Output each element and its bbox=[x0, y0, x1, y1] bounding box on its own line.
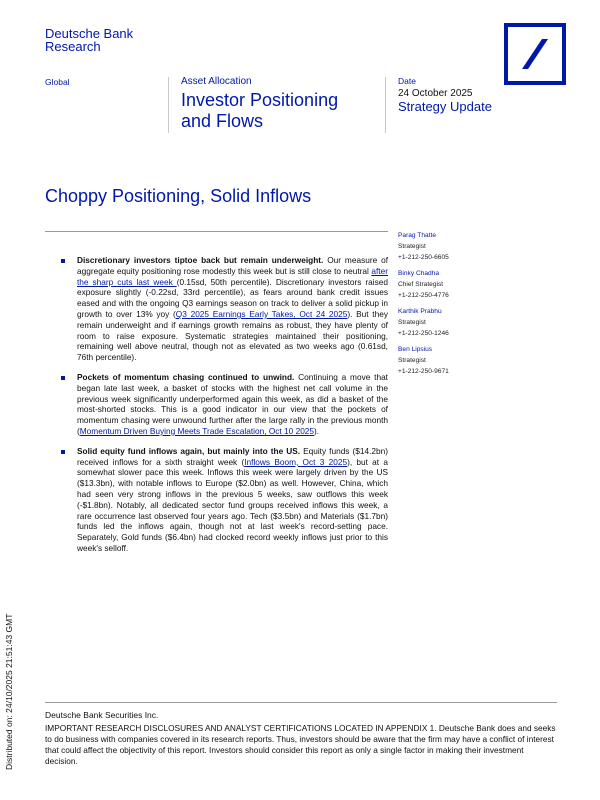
headline: Choppy Positioning, Solid Inflows bbox=[45, 186, 312, 206]
footer-entity: Deutsche Bank Securities Inc. bbox=[45, 710, 159, 720]
report-body bbox=[60, 255, 388, 563]
analyst-title: Strategist bbox=[398, 319, 426, 326]
bullet-icon bbox=[61, 450, 65, 454]
brand-name bbox=[45, 27, 133, 53]
report-link[interactable]: Momentum Driven Buying Meets Trade Escalation, Oct 10 2025 bbox=[79, 425, 315, 436]
paragraph-text: ). But they remain underweight and if earnings growth remains as robust, they have plenty of room to raise exposure. Systematic strategies maintained their positioning, remaining well above neutral, though not as elevated as two weeks ago (0.61sd, 76th percentile). bbox=[77, 308, 388, 363]
paragraph-text: (0.15sd, 50th percentile). Discretionary investors raised exposure slightly (-0.22sd, 33rd percentile), as fears around bank credit issues eased and with the ongoing Q3 earnings season on track to deliver a solid pickup in growth to over 13% yoy ( bbox=[77, 276, 388, 319]
bullet-icon bbox=[61, 259, 65, 263]
deutsche-bank-logo bbox=[504, 23, 566, 85]
analyst-name: Ben Lipsius bbox=[398, 346, 433, 353]
analyst-phone: +1-212-250-4776 bbox=[398, 292, 449, 299]
paragraph-text: Equity funds ($14.2bn) received inflows for a sixth straight week ( bbox=[77, 445, 388, 467]
report-link[interactable]: Q3 2025 Earnings Early Takes, Oct 24 2025 bbox=[175, 308, 348, 319]
analyst-title: Chief Strategist bbox=[398, 281, 444, 288]
analyst-card bbox=[398, 344, 558, 377]
paragraph-text: ). bbox=[314, 425, 320, 436]
bullet-heading: Solid equity fund inflows again, but mainly into the US. bbox=[77, 445, 301, 456]
report-title bbox=[181, 90, 381, 132]
report-title-line1: Investor Positioning bbox=[181, 90, 339, 110]
analyst-name: Parag Thatte bbox=[398, 232, 437, 239]
report-link[interactable]: Inflows Boom, Oct 3 2025 bbox=[244, 456, 348, 467]
analyst-phone: +1-212-250-1246 bbox=[398, 330, 449, 337]
report-title-line2: and Flows bbox=[181, 111, 264, 131]
distribution-stamp: Distributed on: 24/10/2025 21:51:43 GMT bbox=[4, 613, 14, 770]
bullet-paragraph bbox=[60, 255, 388, 363]
analyst-title: Strategist bbox=[398, 357, 426, 364]
report-link[interactable]: after the sharp cuts last week bbox=[77, 265, 388, 287]
paragraph-text: Our measure of aggregate equity positioning rose modestly this week but is still close to neutral bbox=[77, 255, 388, 276]
analyst-name: Karthik Prabhu bbox=[398, 308, 442, 315]
analyst-title: Strategist bbox=[398, 243, 426, 250]
bullet-icon bbox=[61, 376, 65, 380]
section-divider bbox=[45, 231, 388, 232]
analyst-name: Binky Chadha bbox=[398, 270, 440, 277]
analyst-card bbox=[398, 268, 558, 301]
paragraph-text: Continuing a move that began late last week, a basket of stocks with the highest net call volume in the previous week significantly underperformed again this week, as did a basket of the most-shorted stocks. This is a good indicator in our view that the pockets of momentum chasing were unwound further after the large rally in the previous month ( bbox=[77, 371, 388, 436]
footer-disclaimer: IMPORTANT RESEARCH DISCLOSURES AND ANALYST CERTIFICATIONS LOCATED IN APPENDIX 1. Deutsche Bank does and seeks to do business with companies covered in its research reports. Thus, investors should be aware that the firm may have a conflict of interest that could affect the objectivity of this report. Investors should consider this report as only a single factor in making their investment decision. bbox=[45, 723, 556, 766]
region-label: Global bbox=[45, 77, 70, 87]
analyst-phone: +1-212-250-9671 bbox=[398, 368, 449, 375]
footer-divider bbox=[45, 702, 557, 703]
analyst-phone: +1-212-250-6605 bbox=[398, 254, 449, 261]
bullet-heading: Pockets of momentum chasing continued to unwind. bbox=[77, 371, 295, 382]
brand-line2: Research bbox=[45, 39, 101, 54]
analyst-card bbox=[398, 230, 558, 263]
report-type: Strategy Update bbox=[398, 99, 492, 114]
analyst-list bbox=[398, 230, 558, 382]
bullet-heading: Discretionary investors tiptoe back but remain underweight. bbox=[77, 255, 324, 265]
paragraph-text: ), but at a somewhat slower pace this week. Inflows this week were largely driven by the US ($13.3bn), with notable inflows to Europe ($2.0bn) as well. However, China, which had seen very strong inflows in the previous 5 weeks, saw outflows this week (-$1.8bn). Notably, all dedicated sector fund groups received inflows this week, a rare occurrence last observed four years ago. Tech ($3.5bn) and Materials ($1.7bn) funds led the inflows again, though not at last week's record-setting pace. Separately, Gold funds ($6.4bn) had clocked record weekly inflows just prior to this week's selloff. bbox=[77, 456, 388, 553]
header-divider bbox=[168, 77, 169, 133]
header-divider bbox=[385, 77, 386, 133]
report-date: 24 October 2025 bbox=[398, 88, 473, 99]
brand-line1: Deutsche Bank bbox=[45, 26, 134, 41]
series-label: Asset Allocation bbox=[181, 76, 252, 87]
bullet-paragraph bbox=[60, 446, 388, 554]
date-label: Date bbox=[398, 76, 416, 86]
analyst-card bbox=[398, 306, 558, 339]
bullet-paragraph bbox=[60, 372, 388, 437]
